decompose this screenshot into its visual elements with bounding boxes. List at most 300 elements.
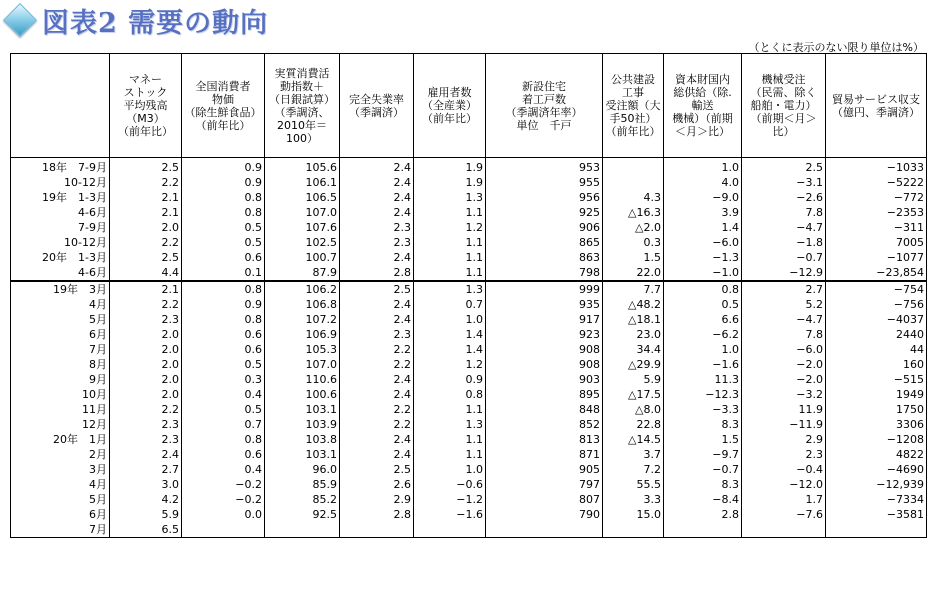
data-cell: 103.9 — [265, 417, 340, 432]
data-cell: −6.0 — [742, 342, 826, 357]
data-cell: 107.0 — [265, 357, 340, 372]
data-cell: −0.6 — [414, 477, 486, 492]
data-cell: 0.8 — [182, 432, 265, 447]
data-cell: −0.2 — [182, 492, 265, 507]
data-cell: −5222 — [826, 175, 927, 190]
data-cell: −8.4 — [664, 492, 742, 507]
data-cell: 1.5 — [603, 250, 664, 265]
period-label: 20年 1月 — [11, 432, 110, 447]
data-cell: 0.4 — [182, 387, 265, 402]
data-cell — [182, 522, 265, 538]
title-bar — [4, 3, 268, 37]
data-cell: 100.6 — [265, 387, 340, 402]
data-cell: −2353 — [826, 205, 927, 220]
data-cell: 807 — [486, 492, 603, 507]
data-cell: 923 — [486, 327, 603, 342]
data-cell: 2.5 — [110, 250, 182, 265]
data-cell: −0.4 — [742, 462, 826, 477]
data-cell: 22.0 — [603, 265, 664, 281]
data-cell: 15.0 — [603, 507, 664, 522]
data-cell — [742, 522, 826, 538]
data-cell: 955 — [486, 175, 603, 190]
data-cell: 1.1 — [414, 235, 486, 250]
data-cell: 107.6 — [265, 220, 340, 235]
data-cell — [486, 522, 603, 538]
data-cell: 2.0 — [110, 342, 182, 357]
data-cell: 2.2 — [340, 357, 414, 372]
data-cell: 4.4 — [110, 265, 182, 281]
data-cell: 852 — [486, 417, 603, 432]
column-header: 資本財国内 総供給（除. 輸送 機械）（前期 ＜月＞比） — [664, 54, 742, 158]
data-cell: 1.1 — [414, 205, 486, 220]
data-cell: 0.5 — [182, 220, 265, 235]
data-cell: △2.0 — [603, 220, 664, 235]
data-cell: 7005 — [826, 235, 927, 250]
data-cell: 2.9 — [742, 432, 826, 447]
data-cell: 3.3 — [603, 492, 664, 507]
period-label: 11月 — [11, 402, 110, 417]
data-cell: 87.9 — [265, 265, 340, 281]
data-cell: 8.3 — [664, 477, 742, 492]
data-cell — [603, 160, 664, 175]
data-cell: 2.2 — [340, 417, 414, 432]
data-cell: 2.1 — [110, 281, 182, 297]
table-body — [11, 158, 927, 538]
data-cell: 2.4 — [340, 175, 414, 190]
data-cell: 3.0 — [110, 477, 182, 492]
data-cell — [826, 522, 927, 538]
table-row — [11, 462, 927, 477]
column-header: 雇用者数 （全産業） （前年比） — [414, 54, 486, 158]
data-cell: 917 — [486, 312, 603, 327]
table-row — [11, 175, 927, 190]
table-row — [11, 357, 927, 372]
data-cell: 1.4 — [414, 327, 486, 342]
period-label: 9月 — [11, 372, 110, 387]
data-cell: 2.4 — [340, 432, 414, 447]
data-cell: 34.4 — [603, 342, 664, 357]
data-cell: 2.0 — [110, 372, 182, 387]
data-cell: −515 — [826, 372, 927, 387]
table-row — [11, 205, 927, 220]
data-cell: −3.1 — [742, 175, 826, 190]
data-cell: −11.9 — [742, 417, 826, 432]
data-cell: 0.9 — [182, 160, 265, 175]
data-cell: 4.2 — [110, 492, 182, 507]
data-cell: 5.9 — [110, 507, 182, 522]
data-cell: 2.4 — [340, 190, 414, 205]
data-cell: −12.0 — [742, 477, 826, 492]
data-cell: 0.9 — [414, 372, 486, 387]
column-header: 全国消費者 物価 （除生鮮食品） （前年比） — [182, 54, 265, 158]
data-cell: 8.3 — [664, 417, 742, 432]
data-cell: 7.2 — [603, 462, 664, 477]
data-cell: 1.3 — [414, 417, 486, 432]
data-cell: 925 — [486, 205, 603, 220]
data-cell: 2.3 — [110, 417, 182, 432]
data-cell: −12.9 — [742, 265, 826, 281]
data-cell: 953 — [486, 160, 603, 175]
data-cell: 107.2 — [265, 312, 340, 327]
data-cell — [603, 175, 664, 190]
data-cell: △29.9 — [603, 357, 664, 372]
data-cell: 7.8 — [742, 327, 826, 342]
data-cell: 905 — [486, 462, 603, 477]
data-cell: −4690 — [826, 462, 927, 477]
data-cell: −1.2 — [414, 492, 486, 507]
data-cell: 0.8 — [182, 312, 265, 327]
data-cell: 2.0 — [110, 357, 182, 372]
data-cell: 2.2 — [110, 235, 182, 250]
column-header: 機械受注 （民需、除く 船舶・電力） （前期＜月＞ 比） — [742, 54, 826, 158]
data-cell: 0.4 — [182, 462, 265, 477]
data-cell: 100.7 — [265, 250, 340, 265]
data-cell: −311 — [826, 220, 927, 235]
data-cell: 2.7 — [110, 462, 182, 477]
data-cell: 0.3 — [603, 235, 664, 250]
table-row — [11, 235, 927, 250]
period-label: 4月 — [11, 477, 110, 492]
data-cell: 2.2 — [340, 402, 414, 417]
data-cell: −0.7 — [664, 462, 742, 477]
data-cell: −2.6 — [742, 190, 826, 205]
data-cell — [265, 522, 340, 538]
data-cell: 2.3 — [110, 312, 182, 327]
data-cell: 5.2 — [742, 297, 826, 312]
data-cell: 2.4 — [340, 447, 414, 462]
period-label: 10-12月 — [11, 175, 110, 190]
data-cell: △14.5 — [603, 432, 664, 447]
data-cell: 1.0 — [664, 160, 742, 175]
data-cell: −4037 — [826, 312, 927, 327]
data-cell: 0.5 — [182, 357, 265, 372]
data-cell: 797 — [486, 477, 603, 492]
data-cell: 2.4 — [340, 250, 414, 265]
period-label: 5月 — [11, 312, 110, 327]
page-title: 図表2 需要の動向 — [42, 7, 269, 39]
data-cell: 1949 — [826, 387, 927, 402]
data-cell: 96.0 — [265, 462, 340, 477]
data-cell: 2.3 — [110, 432, 182, 447]
data-cell: 1.2 — [414, 220, 486, 235]
table-row — [11, 281, 927, 297]
data-cell: −772 — [826, 190, 927, 205]
data-cell: 903 — [486, 372, 603, 387]
table-row — [11, 432, 927, 447]
data-cell: −1.3 — [664, 250, 742, 265]
data-cell: 0.8 — [182, 205, 265, 220]
data-cell: 1.9 — [414, 175, 486, 190]
data-cell: 6.6 — [664, 312, 742, 327]
data-cell: 2.5 — [340, 462, 414, 477]
data-cell: −3.2 — [742, 387, 826, 402]
data-cell: 105.3 — [265, 342, 340, 357]
column-header: 新設住宅 着工戸数 （季調済年率） 単位 千戸 — [486, 54, 603, 158]
data-cell: −1033 — [826, 160, 927, 175]
data-cell: 105.6 — [265, 160, 340, 175]
data-cell: −1208 — [826, 432, 927, 447]
data-cell: 0.7 — [414, 297, 486, 312]
data-cell: 999 — [486, 281, 603, 297]
period-label: 4-6月 — [11, 205, 110, 220]
data-cell: △16.3 — [603, 205, 664, 220]
data-cell: 1.1 — [414, 402, 486, 417]
data-cell: 1.5 — [664, 432, 742, 447]
data-cell: 23.0 — [603, 327, 664, 342]
column-header — [11, 54, 110, 158]
table-row — [11, 447, 927, 462]
data-cell: −23,854 — [826, 265, 927, 281]
data-cell: 1.0 — [414, 312, 486, 327]
header-row — [11, 54, 927, 158]
table-row — [11, 492, 927, 507]
data-cell: 1.0 — [664, 342, 742, 357]
data-cell: 956 — [486, 190, 603, 205]
table-row — [11, 372, 927, 387]
data-cell: 0.5 — [664, 297, 742, 312]
data-cell: −6.0 — [664, 235, 742, 250]
data-cell: −1077 — [826, 250, 927, 265]
data-cell: 92.5 — [265, 507, 340, 522]
table-row — [11, 297, 927, 312]
data-cell: 1.3 — [414, 281, 486, 297]
data-cell: 2.3 — [340, 327, 414, 342]
data-cell: −12.3 — [664, 387, 742, 402]
data-cell: 2.4 — [340, 312, 414, 327]
data-cell: 1.1 — [414, 432, 486, 447]
data-cell: 106.9 — [265, 327, 340, 342]
data-cell: −4.7 — [742, 220, 826, 235]
period-label: 3月 — [11, 462, 110, 477]
period-label: 4月 — [11, 297, 110, 312]
data-cell: −9.7 — [664, 447, 742, 462]
table-row — [11, 402, 927, 417]
period-label: 20年 1-3月 — [11, 250, 110, 265]
data-cell: 2.4 — [110, 447, 182, 462]
data-cell: 2.4 — [340, 297, 414, 312]
table-row — [11, 342, 927, 357]
data-cell: −0.7 — [742, 250, 826, 265]
data-cell: −754 — [826, 281, 927, 297]
column-header: 公共建設 工事 受注額（大 手50社） （前年比） — [603, 54, 664, 158]
data-cell: 85.9 — [265, 477, 340, 492]
data-cell: 871 — [486, 447, 603, 462]
data-cell: −7334 — [826, 492, 927, 507]
data-cell: 2.2 — [110, 402, 182, 417]
data-cell: 895 — [486, 387, 603, 402]
data-cell: 2.1 — [110, 190, 182, 205]
data-cell: 11.3 — [664, 372, 742, 387]
data-cell: 2.4 — [340, 160, 414, 175]
data-cell: 798 — [486, 265, 603, 281]
table-row — [11, 265, 927, 281]
data-cell: 0.6 — [182, 447, 265, 462]
data-cell: 103.8 — [265, 432, 340, 447]
data-cell: −2.0 — [742, 372, 826, 387]
table-row — [11, 190, 927, 205]
data-cell: 7.8 — [742, 205, 826, 220]
data-cell: 848 — [486, 402, 603, 417]
data-cell: −1.0 — [664, 265, 742, 281]
data-cell: △48.2 — [603, 297, 664, 312]
period-label: 4-6月 — [11, 265, 110, 281]
data-cell: 103.1 — [265, 402, 340, 417]
data-cell: 2.1 — [110, 205, 182, 220]
data-cell: 4.0 — [664, 175, 742, 190]
table-row — [11, 417, 927, 432]
data-cell: 2.3 — [340, 235, 414, 250]
data-cell: 5.9 — [603, 372, 664, 387]
data-cell: 1750 — [826, 402, 927, 417]
data-cell: 160 — [826, 357, 927, 372]
data-cell: 863 — [486, 250, 603, 265]
data-cell: 2.0 — [110, 220, 182, 235]
data-cell: 106.8 — [265, 297, 340, 312]
data-cell: 813 — [486, 432, 603, 447]
data-cell: 906 — [486, 220, 603, 235]
column-header: 実質消費活 動指数＋ （日銀試算） （季調済、 2010年＝100） — [265, 54, 340, 158]
data-cell: 0.9 — [182, 175, 265, 190]
data-cell: 3.9 — [664, 205, 742, 220]
data-cell: 4.3 — [603, 190, 664, 205]
data-cell: 7.7 — [603, 281, 664, 297]
period-label: 6月 — [11, 507, 110, 522]
data-cell: −7.6 — [742, 507, 826, 522]
period-label: 10-12月 — [11, 235, 110, 250]
table-row — [11, 160, 927, 175]
data-cell: 107.0 — [265, 205, 340, 220]
data-cell: 2.6 — [340, 477, 414, 492]
data-cell — [664, 522, 742, 538]
data-cell: −1.8 — [742, 235, 826, 250]
data-cell: 0.8 — [182, 281, 265, 297]
data-cell: 2.7 — [742, 281, 826, 297]
data-cell: 103.1 — [265, 447, 340, 462]
data-cell: 0.6 — [182, 250, 265, 265]
data-cell: 0.9 — [182, 297, 265, 312]
data-cell: 1.0 — [414, 462, 486, 477]
data-cell: 1.1 — [414, 447, 486, 462]
data-cell: −2.0 — [742, 357, 826, 372]
table-row — [11, 522, 927, 538]
data-cell — [414, 522, 486, 538]
table-row — [11, 220, 927, 235]
data-cell: 865 — [486, 235, 603, 250]
data-cell: 2.8 — [340, 507, 414, 522]
data-cell: 935 — [486, 297, 603, 312]
data-cell: 106.2 — [265, 281, 340, 297]
table-row — [11, 312, 927, 327]
data-cell: 2.8 — [340, 265, 414, 281]
data-cell: △17.5 — [603, 387, 664, 402]
data-cell: 1.1 — [414, 250, 486, 265]
data-cell: −756 — [826, 297, 927, 312]
data-cell: 908 — [486, 342, 603, 357]
period-label: 2月 — [11, 447, 110, 462]
data-cell: 0.0 — [182, 507, 265, 522]
data-cell: −12,939 — [826, 477, 927, 492]
data-cell: 0.8 — [414, 387, 486, 402]
table-row — [11, 387, 927, 402]
period-label: 19年 3月 — [11, 281, 110, 297]
data-cell: 0.6 — [182, 327, 265, 342]
data-cell: 790 — [486, 507, 603, 522]
data-cell: −9.0 — [664, 190, 742, 205]
data-cell: 2.4 — [340, 205, 414, 220]
data-cell: 2.5 — [340, 281, 414, 297]
data-cell: 6.5 — [110, 522, 182, 538]
data-cell — [340, 522, 414, 538]
column-header: マネー ストック 平均残高 （M3） （前年比） — [110, 54, 182, 158]
data-cell: 0.7 — [182, 417, 265, 432]
data-cell: 1.3 — [414, 190, 486, 205]
period-label: 6月 — [11, 327, 110, 342]
data-cell: 2.4 — [340, 387, 414, 402]
data-cell: 1.1 — [414, 265, 486, 281]
table-row — [11, 507, 927, 522]
data-cell: △8.0 — [603, 402, 664, 417]
data-cell: 0.8 — [182, 190, 265, 205]
data-cell: 2.4 — [340, 372, 414, 387]
period-label: 7-9月 — [11, 220, 110, 235]
demand-table — [10, 53, 927, 538]
column-header: 貿易サービス収支 （億円、季調済） — [826, 54, 927, 158]
data-cell: 3306 — [826, 417, 927, 432]
data-cell: 2.5 — [742, 160, 826, 175]
period-label: 18年 7-9月 — [11, 160, 110, 175]
data-cell: 3.7 — [603, 447, 664, 462]
data-cell: 0.5 — [182, 235, 265, 250]
data-cell — [603, 522, 664, 538]
period-label: 8月 — [11, 357, 110, 372]
data-cell: −1.6 — [664, 357, 742, 372]
data-cell: △18.1 — [603, 312, 664, 327]
data-cell: 102.5 — [265, 235, 340, 250]
table-row — [11, 327, 927, 342]
data-cell: 2.5 — [110, 160, 182, 175]
data-cell: 4822 — [826, 447, 927, 462]
table-row — [11, 477, 927, 492]
data-cell: 2.2 — [110, 175, 182, 190]
diamond-icon — [3, 3, 37, 37]
data-cell: 85.2 — [265, 492, 340, 507]
data-cell: 1.4 — [414, 342, 486, 357]
period-label: 19年 1-3月 — [11, 190, 110, 205]
data-cell: −1.6 — [414, 507, 486, 522]
data-cell: −3.3 — [664, 402, 742, 417]
data-cell: −0.2 — [182, 477, 265, 492]
data-cell: 0.5 — [182, 402, 265, 417]
period-label: 7月 — [11, 342, 110, 357]
data-cell: 1.4 — [664, 220, 742, 235]
data-cell: 2440 — [826, 327, 927, 342]
data-cell: −6.2 — [664, 327, 742, 342]
data-cell: 908 — [486, 357, 603, 372]
period-label: 5月 — [11, 492, 110, 507]
data-cell: 2.3 — [340, 220, 414, 235]
data-cell: 2.0 — [110, 387, 182, 402]
data-cell: 0.3 — [182, 372, 265, 387]
period-label: 10月 — [11, 387, 110, 402]
data-cell: 106.5 — [265, 190, 340, 205]
data-cell: 2.2 — [110, 297, 182, 312]
data-cell: 55.5 — [603, 477, 664, 492]
data-cell: 1.7 — [742, 492, 826, 507]
data-cell: 11.9 — [742, 402, 826, 417]
data-cell: −3581 — [826, 507, 927, 522]
data-cell: 22.8 — [603, 417, 664, 432]
column-header: 完全失業率 （季調済） — [340, 54, 414, 158]
